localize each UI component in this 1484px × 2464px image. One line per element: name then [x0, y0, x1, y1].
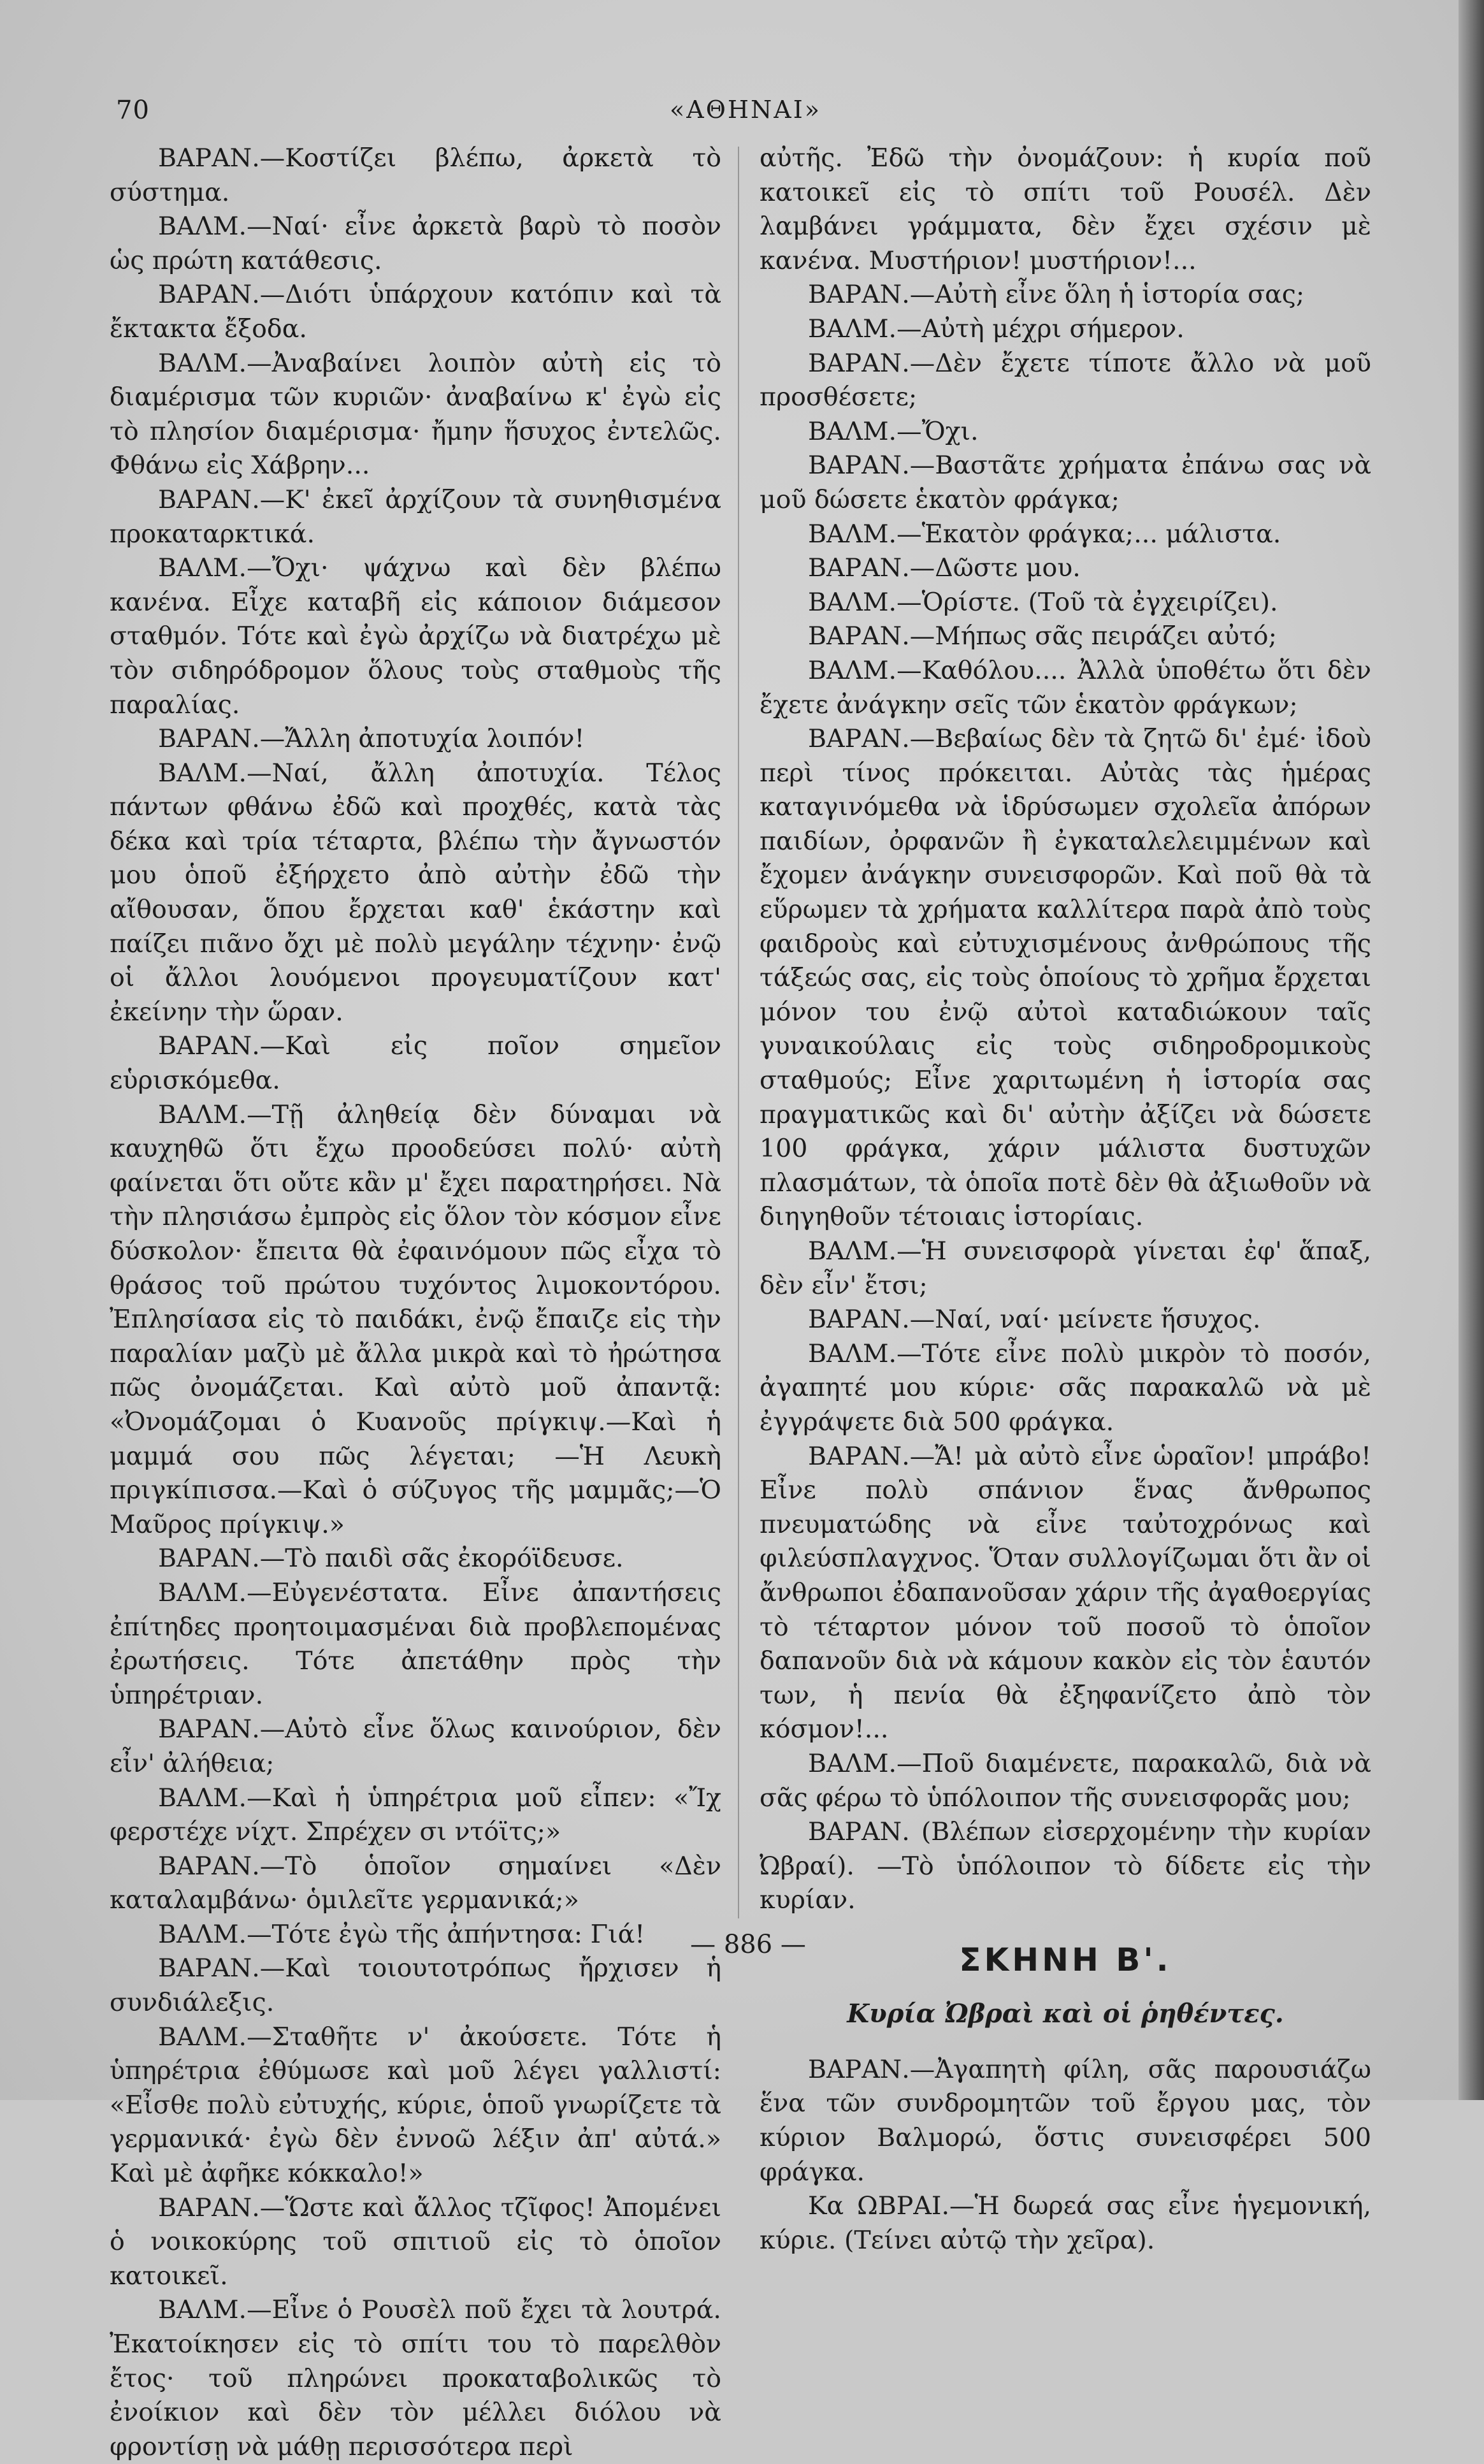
dialogue-paragraph: ΒΑΡΑΝ.—Ἄ! μὰ αὐτὸ εἶνε ὡραῖον! μπράβο! Εἶνε πολὺ σπάνιον ἕνας ἄνθρωπος πνευματώδης νὰ εἶνε ταὐτοχρόνως καὶ φιλεύσπλαγχνος. Ὅταν συλλογίζωμαι ὅτι ἂν οἱ ἄνθρωποι ἐδαπανοῦσαν χάριν τῆς ἀγαθοεργίας τὸ τέταρτον μόνον τοῦ ποσοῦ τὸ ὁποῖον δαπανοῦν διὰ νὰ κάμουν κακὸν εἰς τὸν ἑαυτόν των, ἡ πενία θὰ ἐξηφανίζετο ἀπὸ τὸν κόσμον!... — [760, 1441, 1371, 1744]
running-title: «ΑΘΗΝΑΙ» — [670, 96, 821, 124]
dialogue-paragraph: ΒΑΛΜ.—Ἡ συνεισφορὰ γίνεται ἐφ' ἅπαξ, δὲν εἶν' ἔτσι; — [760, 1236, 1371, 1300]
dialogue-paragraph: ΒΑΛΜ.—Ποῦ διαμένετε, παρακαλῶ, διὰ νὰ σᾶς φέρω τὸ ὑπόλοιπον τῆς συνεισφορᾶς μου; — [760, 1748, 1371, 1813]
page-footer-number: — 886 — — [690, 1930, 806, 1959]
page-binding-edge — [1459, 0, 1484, 2100]
dialogue-paragraph: ΒΑΛΜ.—Σταθῆτε ν' ἀκούσετε. Τότε ἡ ὑπηρέτρια ἐθύμωσε καὶ μοῦ λέγει γαλλιστί: «Εἶσθε πολὺ εὐτυχής, κύριε, ὁποῦ γνωρίζετε τὰ γερμανικά· ἐγὼ δὲν ἐννοῶ λέξιν ἀπ' αὐτά.» Καὶ μὲ ἀφῆκε κόκκαλο!» — [110, 2022, 721, 2189]
dialogue-paragraph: ΒΑΡΑΝ.—Τὸ παιδὶ σᾶς ἐκορόϊδευσε. — [158, 1544, 624, 1574]
left-column — [110, 141, 721, 2464]
dialogue-paragraph: ΒΑΡΑΝ.—Βεβαίως δὲν τὰ ζητῶ δι' ἐμέ· ἰδοὺ περὶ τίνος πρόκειται. Αὐτὰς τὰς ἡμέρας καταγινόμεθα νὰ ἱδρύσωμεν σχολεῖα ἀπόρων παιδίων, ὀρφανῶν ἢ ἐγκαταλελειμμένων καὶ ἔχομεν ἀνάγκην συνεισφορῶν. Καὶ ποῦ θὰ τὰ εὕρωμεν τὰ χρήματα καλλίτερα παρὰ ἀπὸ τοὺς φαιδροὺς καὶ εὐτυχισμένους ἀνθρώπους τῆς τάξεώς σας, εἰς τοὺς ὁποίους τὸ χρῆμα ἔρχεται μόνον του ἐνῷ αὐτοὶ καταδιώκουν ταῖς γυναικούλαις εἰς τοὺς σιδηροδρομικοὺς σταθμούς; Εἶνε χαριτωμένη ἡ ἱστορία σας πραγματικῶς καὶ δι' αὐτὴν ἀξίζει νὰ δώσετε 100 φράγκα, χάριν μάλιστα δυστυχῶν πλασμάτων, τὰ ὁποῖα ποτὲ δὲν θὰ ἀξιωθοῦν νὰ διηγηθοῦν τέτοιαις ἱστορίαις. — [760, 724, 1371, 1232]
right-column — [760, 141, 1371, 2257]
dialogue-paragraph: ΒΑΡΑΝ. (Βλέπων εἰσερχομένην τὴν κυρίαν Ὠβραί). —Τὸ ὑπόλοιπον τὸ δίδετε εἰς τὴν κυρίαν. — [760, 1817, 1371, 1915]
dialogue-paragraph: ΒΑΡΑΝ.—Κοστίζει βλέπω, ἀρκετὰ τὸ σύστημα. — [110, 143, 721, 207]
dialogue-paragraph: ΒΑΡΑΝ.—Δῶστε μου. — [808, 553, 1081, 583]
scene-paragraph: Κα ΩΒΡΑΙ.—Ἡ δωρεά σας εἶνε ἡγεμονική, κύριε. (Τείνει αὐτῷ τὴν χεῖρα). — [760, 2191, 1371, 2255]
dialogue-paragraph: ΒΑΛΜ.—Αὐτὴ μέχρι σήμερον. — [808, 314, 1185, 344]
dialogue-paragraph: ΒΑΛΜ.—Ναί· εἶνε ἀρκετὰ βαρὺ τὸ ποσὸν ὡς πρώτη κατάθεσις. — [110, 212, 721, 275]
dialogue-paragraph: ΒΑΛΜ.—Τότε εἶνε πολὺ μικρὸν τὸ ποσόν, ἀγαπητέ μου κύριε· σᾶς παρακαλῶ νὰ μὲ ἐγγράψετε διὰ 500 φράγκα. — [760, 1338, 1371, 1437]
dialogue-paragraph: ΒΑΛΜ.—Ὄχι· ψάχνω καὶ δὲν βλέπω κανένα. Εἶχε καταβῆ εἰς κάποιον διάμεσον σταθμόν. Τότε καὶ ἐγὼ ἀρχίζω νὰ διατρέχω μὲ τὸν σιδηρόδρομον ὅλους τοὺς σταθμοὺς τῆς παραλίας. — [110, 553, 721, 720]
dialogue-paragraph: ΒΑΛΜ.—Καθόλου.... Ἀλλὰ ὑποθέτω ὅτι δὲν ἔχετε ἀνάγκην σεῖς τῶν ἑκατὸν φράγκων; — [760, 655, 1371, 720]
dialogue-paragraph: ΒΑΛΜ.—Ἑκατὸν φράγκα;... μάλιστα. — [808, 519, 1281, 549]
dialogue-paragraph: ΒΑΡΑΝ.—Ἄλλη ἀποτυχία λοιπόν! — [158, 724, 585, 754]
dialogue-paragraph: ΒΑΛΜ.—Καὶ ἡ ὑπηρέτρια μοῦ εἶπεν: «Ἴχ φερστέχε νίχτ. Σπρέχεν σι ντόϊτς;» — [110, 1783, 721, 1847]
dialogue-paragraph: ΒΑΛΜ.—Ὄχι. — [808, 416, 979, 446]
dialogue-paragraph: ΒΑΡΑΝ.—Τὸ ὁποῖον σημαίνει «Δὲν καταλαμβάνω· ὁμιλεῖτε γερμανικά;» — [110, 1851, 721, 1915]
dialogue-paragraph: ΒΑΡΑΝ.—Κ' ἐκεῖ ἀρχίζουν τὰ συνηθισμένα προκαταρκτικά. — [110, 484, 721, 549]
dialogue-paragraph: ΒΑΛΜ.—Τῇ ἀληθείᾳ δὲν δύναμαι νὰ καυχηθῶ ὅτι ἔχω προοδεύσει πολύ· αὐτὴ φαίνεται ὅτι οὔτε κἂν μ' ἔχει παρατηρήσει. Νὰ τὴν πλησιάσω ἐμπρὸς εἰς ὅλον τὸν κόσμον εἶνε δύσκολον· ἔπειτα θὰ ἐφαινόμουν πῶς εἶχα τὸ θράσος τοῦ πρώτου τυχόντος λιμοκοντόρου. Ἐπλησίασα εἰς τὸ παιδάκι, ἐνῷ ἔπαιζε εἰς τὴν παραλίαν μαζὺ μὲ ἄλλα μικρὰ καὶ τὸ ἠρώτησα πῶς ὀνομάζεται. Καὶ αὐτὸ μοῦ ἀπαντᾷ: «Ὀνομάζομαι ὁ Κυανοῦς πρίγκιψ.—Καὶ ἡ μαμμά σου πῶς λέγεται; —Ἡ Λευκὴ πριγκίπισσα.—Καὶ ὁ σύζυγος τῆς μαμμᾶς;—Ὁ Μαῦρος πρίγκιψ.» — [110, 1099, 721, 1539]
dialogue-paragraph: ΒΑΡΑΝ.—Καὶ εἰς ποῖον σημεῖον εὑρισκόμεθα. — [110, 1031, 721, 1096]
dialogue-paragraph: ΒΑΡΑΝ.—Ὥστε καὶ ἄλλος τζῖφος! Ἀπομένει ὁ νοικοκύρης τοῦ σπιτιοῦ εἰς τὸ ὁποῖον κατοικεῖ. — [110, 2192, 721, 2291]
dialogue-paragraph: ΒΑΡΑΝ.—Μήπως σᾶς πειράζει αὐτό; — [808, 621, 1277, 651]
dialogue-paragraph: ΒΑΡΑΝ.—Καὶ τοιουτοτρόπως ἤρχισεν ἡ συνδιάλεξις. — [110, 1953, 721, 2018]
dialogue-paragraph: ΒΑΡΑΝ.—Ναί, ναί· μείνετε ἥσυχος. — [808, 1305, 1261, 1335]
dialogue-paragraph: ΒΑΡΑΝ.—Δὲν ἔχετε τίποτε ἄλλο νὰ μοῦ προσθέσετε; — [760, 348, 1371, 412]
scene-title: ΣΚΗΝΗ Β'. — [959, 1941, 1172, 1978]
dialogue-paragraph: ΒΑΛΜ.—Εὐγενέστατα. Εἶνε ἀπαντήσεις ἐπίτηδες προητοιμασμέναι διὰ προβλεπομένας ἐρωτήσεις. Τότε ἀπετάθην πρὸς τὴν ὑπηρέτριαν. — [110, 1577, 721, 1710]
dialogue-paragraph: ΒΑΡΑΝ.—Βαστᾶτε χρήματα ἐπάνω σας νὰ μοῦ δώσετε ἑκατὸν φράγκα; — [760, 451, 1371, 514]
page-number: 70 — [116, 96, 150, 125]
dialogue-paragraph: ΒΑΛΜ.—Τότε ἐγὼ τῆς ἀπήντησα: Γιά! — [158, 1919, 645, 1949]
dialogue-paragraph: ΒΑΡΑΝ.—Αὐτὴ εἶνε ὅλη ἡ ἱστορία σας; — [808, 280, 1305, 310]
dialogue-paragraph: ΒΑΡΑΝ.—Διότι ὑπάρχουν κατόπιν καὶ τὰ ἔκτακτα ἔξοδα. — [110, 280, 721, 344]
scene-subtitle: Κυρία Ὠβραὶ καὶ οἱ ῥηθέντες. — [847, 1998, 1284, 2029]
dialogue-paragraph: ΒΑΛΜ.—Εἶνε ὁ Ρουσὲλ ποῦ ἔχει τὰ λουτρά. Ἐκατοίκησεν εἰς τὸ σπίτι του τὸ παρελθὸν ἔτος· τοῦ πληρώνει προκαταβολικῶς τὸ ἐνοίκιον καὶ δὲν τὸν μέλλει διόλου νὰ φροντίσῃ νὰ μάθῃ περισσότερα περὶ — [110, 2295, 721, 2461]
dialogue-paragraph-continued: αὐτῆς. Ἐδῶ τὴν ὀνομάζουν: ἡ κυρία ποῦ κατοικεῖ εἰς τὸ σπίτι τοῦ Ρουσέλ. Δὲν λαμβάνει γράμματα, δὲν ἔχει σχέσιν μὲ κανένα. Μυστήριον! μυστήριον!... — [760, 143, 1371, 275]
dialogue-paragraph: ΒΑΛΜ.—Ὁρίστε. (Τοῦ τὰ ἐγχειρίζει). — [808, 587, 1278, 617]
scene-paragraph: ΒΑΡΑΝ.—Ἀγαπητὴ φίλη, σᾶς παρουσιάζω ἕνα τῶν συνδρομητῶν τοῦ ἔργου μας, τὸν κύριον Βαλμορώ, ὅστις συνεισφέρει 500 φράγκα. — [760, 2054, 1371, 2187]
dialogue-paragraph: ΒΑΛΜ.—Ἀναβαίνει λοιπὸν αὐτὴ εἰς τὸ διαμέρισμα τῶν κυριῶν· ἀναβαίνω κ' ἐγὼ εἰς τὸ πλησίον διαμέρισμα· ἤμην ἥσυχος ἐντελῶς. Φθάνω εἰς Χάβρην... — [110, 348, 721, 481]
dialogue-paragraph: ΒΑΛΜ.—Ναί, ἄλλη ἀποτυχία. Τέλος πάντων φθάνω ἐδῶ καὶ προχθές, κατὰ τὰς δέκα καὶ τρία τέταρτα, βλέπω τὴν ἄγνωστόν μου ὁποῦ ἐξήρχετο ἀπὸ αὐτὴν ἐδῶ τὴν αἴθουσαν, ὅπου ἔρχεται καθ' ἑκάστην καὶ παίζει πιᾶνο ὄχι μὲ πολὺ μεγάλην τέχνην· ἐνῷ οἱ ἄλλοι λουόμενοι προγευματίζουν κατ' ἐκείνην τὴν ὥραν. — [110, 758, 721, 1027]
dialogue-paragraph: ΒΑΡΑΝ.—Αὐτὸ εἶνε ὅλως καινούριον, δὲν εἶν' ἀλήθεια; — [110, 1714, 721, 1778]
column-divider — [738, 147, 739, 1918]
